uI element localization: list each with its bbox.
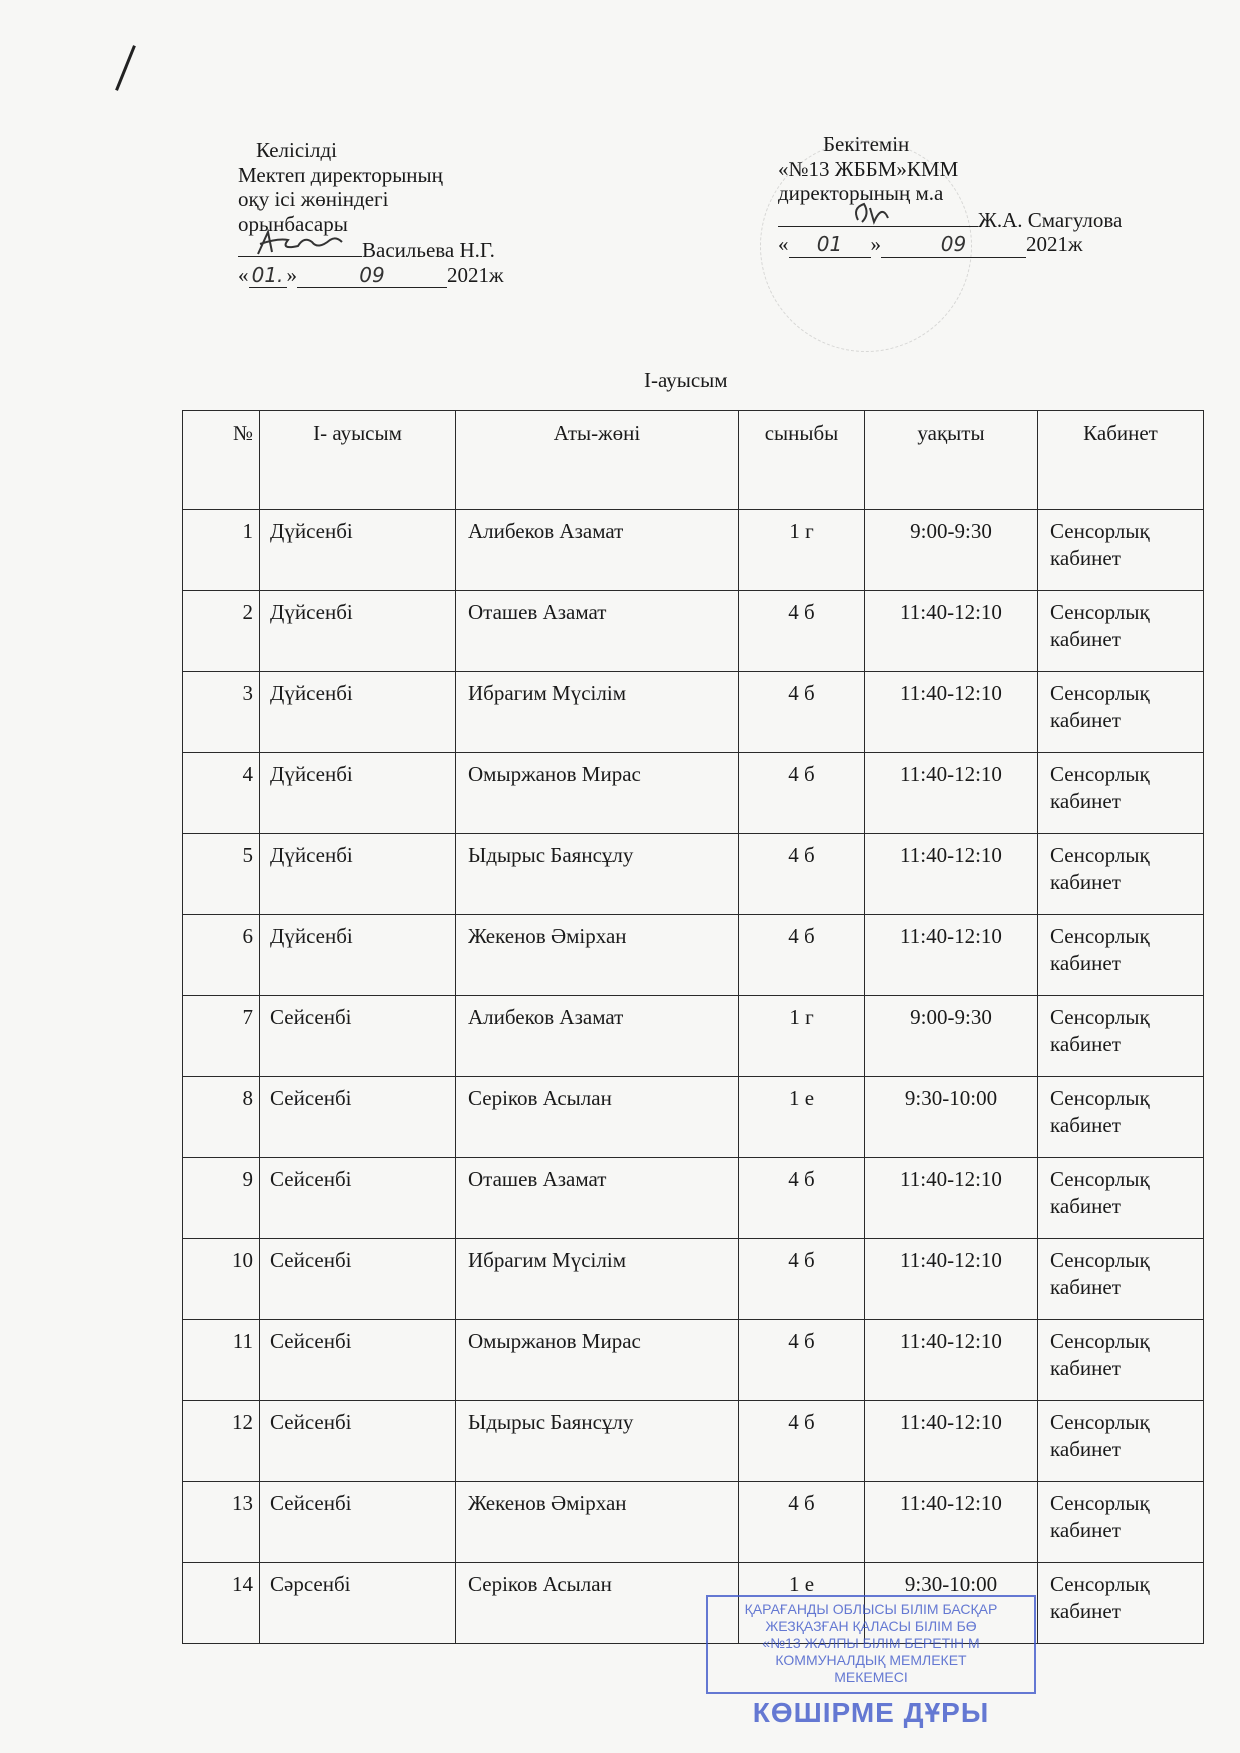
approved-date-open: « [778,232,789,256]
agreed-heading: Келісілді [256,138,337,162]
row-name: Ибрагим Мүсілім [456,1239,739,1320]
row-day: Сәрсенбі [260,1563,456,1644]
stamp-line-1: ҚАРАҒАНДЫ ОБЛЫСЫ БІЛІМ БАСҚАР [744,1601,998,1617]
row-number: 12 [183,1401,260,1482]
row-cabinet [1038,834,1204,915]
row-cabinet [1038,591,1204,672]
row-class: 4 б [739,834,865,915]
row-cabinet [1038,1158,1204,1239]
row-class: 1 е [739,1077,865,1158]
approved-signature [778,206,978,227]
row-cabinet [1038,672,1204,753]
table-row [183,1320,1204,1401]
row-cabinet [1038,1563,1204,1644]
row-time: 11:40-12:10 [865,915,1038,996]
table-row [183,510,1204,591]
agreed-date-mid: » [286,262,297,287]
row-number: 6 [183,915,260,996]
agreed-line-3: орынбасары [238,211,348,236]
row-cabinet-line: Сенсорлық [1050,519,1150,543]
approved-line-1: «№13 ЖББМ»КММ [778,156,959,181]
approved-heading: Бекітемін [823,132,910,156]
header-full-name: Аты-жөні [456,411,739,510]
schedule-body [183,510,1204,1644]
agreed-line-2: оқу ісі жөніндегі [238,187,389,211]
row-cabinet [1038,1401,1204,1482]
stamp-frame [706,1595,1036,1694]
table-row [183,834,1204,915]
approved-date-day: 01 [789,232,871,258]
corner-slash-mark [115,45,136,91]
agreed-block [238,138,504,288]
row-cabinet [1038,996,1204,1077]
table-row [183,1401,1204,1482]
row-name: Алибеков Азамат [456,996,739,1077]
row-time: 9:00-9:30 [865,510,1038,591]
row-name: Оташев Азамат [456,591,739,672]
row-cabinet-line: кабинет [1050,870,1121,894]
row-cabinet-line: Сенсорлық [1050,1572,1150,1596]
row-class: 4 б [739,591,865,672]
agreed-name: Васильева Н.Г. [362,238,495,262]
row-name: Серіков Асылан [456,1563,739,1644]
row-time: 11:40-12:10 [865,1239,1038,1320]
row-class: 4 б [739,1158,865,1239]
row-cabinet-line: кабинет [1050,1032,1121,1056]
row-time: 11:40-12:10 [865,1482,1038,1563]
row-cabinet-line: кабинет [1050,1356,1121,1380]
row-name: Алибеков Азамат [456,510,739,591]
row-number: 4 [183,753,260,834]
row-cabinet-line: Сенсорлық [1050,1005,1150,1029]
row-cabinet-line: кабинет [1050,1599,1121,1623]
table-row [183,1077,1204,1158]
row-cabinet-line: кабинет [1050,546,1121,570]
row-number: 10 [183,1239,260,1320]
row-name: Жекенов Әмірхан [456,915,739,996]
row-day: Дүйсенбі [260,672,456,753]
approved-block [778,132,1122,258]
row-class: 4 б [739,672,865,753]
table-row [183,1563,1204,1644]
agreed-signature [238,236,362,257]
row-class: 1 г [739,510,865,591]
row-number: 7 [183,996,260,1077]
table-row [183,1158,1204,1239]
approved-date [778,232,1122,258]
row-time: 9:30-10:00 [865,1077,1038,1158]
row-time: 11:40-12:10 [865,591,1038,672]
row-cabinet [1038,753,1204,834]
row-number: 11 [183,1320,260,1401]
row-cabinet-line: Сенсорлық [1050,1410,1150,1434]
approved-signature-row [778,206,1122,233]
row-class: 4 б [739,1320,865,1401]
row-cabinet-line: Сенсорлық [1050,1329,1150,1353]
row-name: Ыдырыс Баянсұлу [456,834,739,915]
row-time: 11:40-12:10 [865,1320,1038,1401]
row-day: Дүйсенбі [260,591,456,672]
table-row [183,753,1204,834]
row-time: 11:40-12:10 [865,1401,1038,1482]
row-cabinet-line: Сенсорлық [1050,681,1150,705]
header-time: уақыты [865,411,1038,510]
row-day: Сейсенбі [260,996,456,1077]
schedule-table [182,410,1204,1644]
handwritten-signature-icon [238,228,362,258]
row-cabinet-line: Сенсорлық [1050,1491,1150,1515]
row-cabinet-line: Сенсорлық [1050,600,1150,624]
row-cabinet-line: Сенсорлық [1050,762,1150,786]
row-time: 11:40-12:10 [865,834,1038,915]
row-day: Сейсенбі [260,1401,456,1482]
row-time: 9:00-9:30 [865,996,1038,1077]
row-time: 11:40-12:10 [865,1158,1038,1239]
row-cabinet-line: кабинет [1050,1194,1121,1218]
row-number: 8 [183,1077,260,1158]
row-class: 4 б [739,753,865,834]
table-row [183,591,1204,672]
row-class: 1 е [739,1563,865,1644]
row-cabinet-line: Сенсорлық [1050,1086,1150,1110]
row-number: 9 [183,1158,260,1239]
stamp-line-3: «№13 ЖАЛПЫ БІЛІМ БЕРЕТІН М [762,1635,980,1651]
row-class: 4 б [739,915,865,996]
row-day: Сейсенбі [260,1158,456,1239]
row-cabinet-line: Сенсорлық [1050,843,1150,867]
row-day: Сейсенбі [260,1239,456,1320]
row-cabinet-line: Сенсорлық [1050,1248,1150,1272]
row-name: Ибрагим Мүсілім [456,672,739,753]
row-number: 1 [183,510,260,591]
row-day: Дүйсенбі [260,753,456,834]
row-cabinet [1038,1320,1204,1401]
row-cabinet-line: кабинет [1050,951,1121,975]
row-number: 3 [183,672,260,753]
row-class: 1 г [739,996,865,1077]
row-day: Сейсенбі [260,1482,456,1563]
row-day: Дүйсенбі [260,915,456,996]
row-cabinet-line: кабинет [1050,1113,1121,1137]
table-header-row [183,411,1204,510]
document-title: І-ауысым [644,368,728,392]
table-row [183,1239,1204,1320]
row-number: 5 [183,834,260,915]
row-day: Дүйсенбі [260,834,456,915]
row-day: Дүйсенбі [260,510,456,591]
row-day: Сейсенбі [260,1077,456,1158]
agreed-date-day: 01. [249,263,287,289]
header-shift: І- ауысым [260,411,456,510]
table-row [183,915,1204,996]
table-row [183,672,1204,753]
row-cabinet-line: кабинет [1050,708,1121,732]
row-time: 9:30-10:00 [865,1563,1038,1644]
agreed-signature-row [238,236,504,263]
row-name: Жекенов Әмірхан [456,1482,739,1563]
row-cabinet-line: кабинет [1050,1437,1121,1461]
row-number: 2 [183,591,260,672]
agreed-line-1: Мектеп директорының [238,162,443,187]
row-cabinet-line: Сенсорлық [1050,1167,1150,1191]
official-stamp [706,1595,1036,1735]
row-name: Омыржанов Мирас [456,753,739,834]
row-cabinet [1038,1239,1204,1320]
row-class: 4 б [739,1239,865,1320]
row-cabinet-line: кабинет [1050,1518,1121,1542]
row-number: 13 [183,1482,260,1563]
header-cabinet: Кабинет [1038,411,1204,510]
row-class: 4 б [739,1482,865,1563]
row-cabinet [1038,510,1204,591]
stamp-line-5: МЕКЕМЕСІ [834,1669,908,1685]
row-name: Омыржанов Мирас [456,1320,739,1401]
agreed-date-month: 09 [297,263,447,289]
handwritten-signature-icon [778,198,978,228]
row-name: Оташев Азамат [456,1158,739,1239]
row-day: Сейсенбі [260,1320,456,1401]
approved-date-month: 09 [881,232,1026,258]
agreed-date-open: « [238,262,249,287]
row-cabinet [1038,1077,1204,1158]
approved-date-mid: » [870,232,881,256]
row-time: 11:40-12:10 [865,753,1038,834]
row-cabinet-line: кабинет [1050,627,1121,651]
row-cabinet-line: Сенсорлық [1050,924,1150,948]
table-row [183,996,1204,1077]
row-name: Серіков Асылан [456,1077,739,1158]
row-cabinet [1038,915,1204,996]
row-class: 4 б [739,1401,865,1482]
row-cabinet-line: кабинет [1050,1275,1121,1299]
row-cabinet [1038,1482,1204,1563]
row-cabinet-line: кабинет [1050,789,1121,813]
row-time: 11:40-12:10 [865,672,1038,753]
stamp-line-2: ЖЕЗҚАЗҒАН ҚАЛАСЫ БІЛІМ БӨ [765,1618,977,1634]
header-class: сыныбы [739,411,865,510]
row-name: Ыдырыс Баянсұлу [456,1401,739,1482]
table-row [183,1482,1204,1563]
stamp-copy-correct: КӨШІРМЕ ДҰРЫ [752,1697,990,1728]
agreed-date [238,263,504,289]
stamp-line-4: КОММУНАЛДЫҚ МЕМЛЕКЕТ [775,1652,967,1668]
row-number: 14 [183,1563,260,1644]
approved-date-year: 2021ж [1026,232,1083,256]
header-number: № [183,411,260,510]
agreed-date-year: 2021ж [447,262,504,287]
approved-name: Ж.А. Смагулова [978,207,1123,232]
approved-line-2: директорының м.а [778,181,944,205]
